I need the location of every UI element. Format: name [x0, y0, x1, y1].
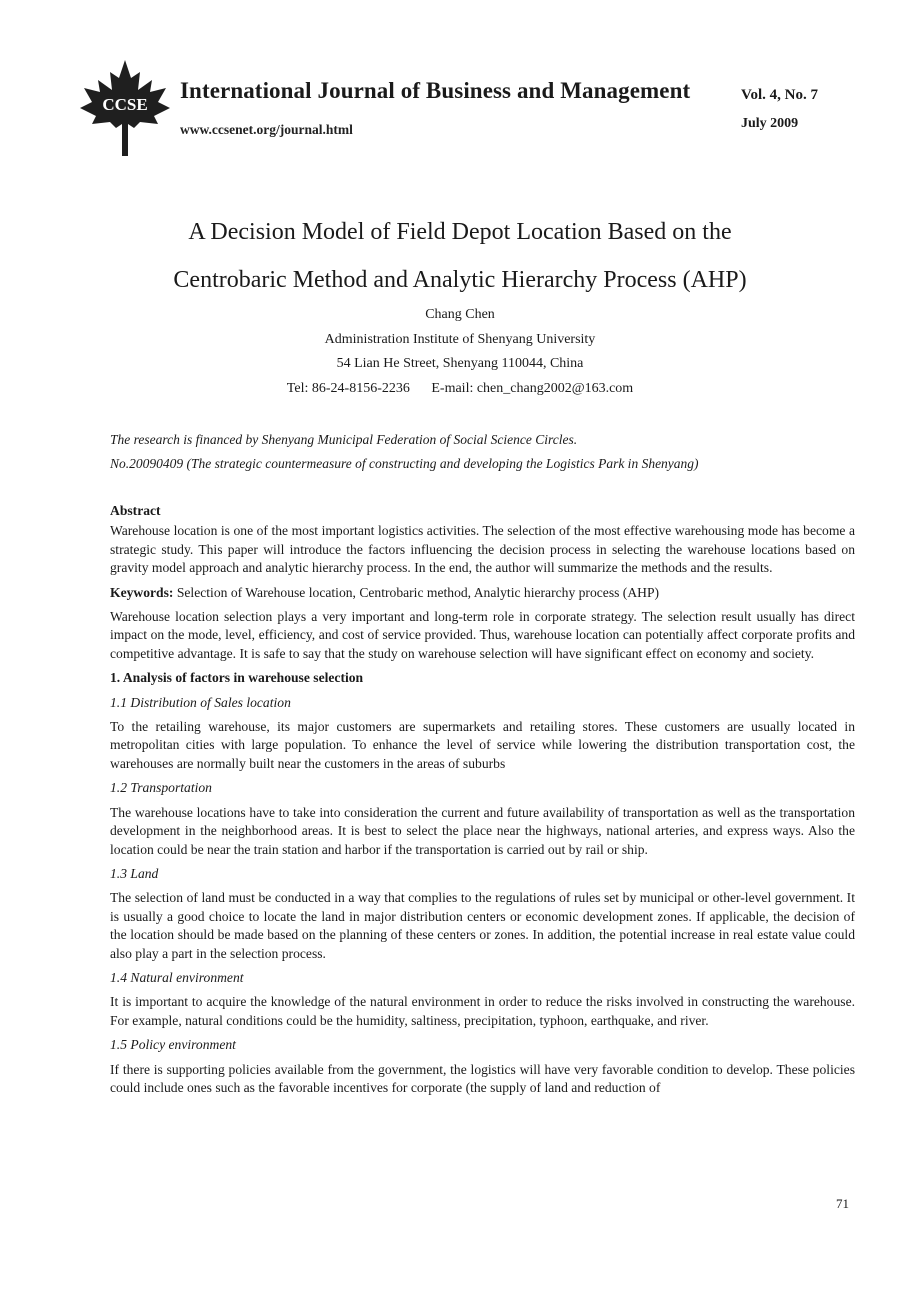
journal-url[interactable]: www.ccsenet.org/journal.html	[180, 122, 353, 137]
volume-issue: Vol. 4, No. 7	[741, 87, 818, 103]
section-1-heading: 1. Analysis of factors in warehouse selection	[110, 670, 364, 686]
author-affiliation: Administration Institute of Shenyang University	[324, 331, 596, 347]
intro-paragraph: Warehouse location selection plays a very important and long-term role in corporate strategy. The selection result usually has direct impact on the mode, level, efficiency, and cost of service provided. Thus, warehouse location can potentially affect corporate profits and competitive advantage. It is safe to say that the study on warehouse selection will have significant effect on economy and society.	[110, 609, 855, 661]
section-1-5-heading: 1.5 Policy environment	[110, 1037, 236, 1053]
section-1-1-text: To the retailing warehouse, its major customers are supermarkets and retailing stores. These customers are usually located in metropolitan cities with large population. To enhance the level of service while lowering the distribution transportation cost, the warehouses are normally built near the customers in the areas of suburbs	[110, 719, 855, 771]
section-1-3-text: The selection of land must be conducted in a way that complies to the regulations of rules set by municipal or other-level government. It is usually a good choice to locate the land in major distribution centers or economic development zones. If applicable, the decision of the location should be made based on the planning of these centers or zones. In addition, the potential increase in real estate value could also play a part in the selection process.	[110, 890, 855, 961]
author-name: Chang Chen	[425, 307, 495, 322]
journal-header	[0, 0, 920, 170]
page-number: 71	[836, 1196, 849, 1211]
paper-title	[0, 208, 920, 304]
section-1-2-text: The warehouse locations have to take into consideration the current and future availability of transportation as well as the transportation development in the neighborhood areas. It is best to select the place near the highways, national arteries, and express ways. Also the location could be near the train station and harbor if the transportation is carried out by rail or ship.	[110, 804, 855, 857]
author-block	[0, 303, 920, 401]
funding-note	[110, 428, 870, 476]
journal-title: International Journal of Business and Management	[180, 78, 691, 103]
author-tel: Tel: 86-24-8156-2236	[286, 380, 410, 396]
keywords-label: Keywords:	[110, 584, 174, 600]
logo-text: CCSE	[102, 95, 148, 114]
author-contact	[0, 377, 920, 402]
ccse-maple-leaf-logo	[78, 58, 172, 158]
paper-title-line-2: Centrobaric Method and Analytic Hierarchy Process (AHP)	[173, 267, 747, 293]
keywords	[110, 584, 855, 602]
section-1-4-text: It is important to acquire the knowledge of the natural environment in order to reduce the risks involved in constructing the warehouse. For example, natural conditions could be the humidity, saltiness, precipitation, typhoon, earthquake, and river.	[110, 994, 855, 1028]
funding-line-1: The research is financed by Shenyang Municipal Federation of Social Science Circles.	[110, 432, 578, 447]
keywords-text: Selection of Warehouse location, Centrobaric method, Analytic hierarchy process (AHP)	[173, 584, 660, 600]
section-1-1-heading: 1.1 Distribution of Sales location	[110, 694, 291, 710]
paper-title-line-1: A Decision Model of Field Depot Location Based on the	[188, 219, 732, 245]
section-1-3-heading: 1.3 Land	[110, 865, 159, 881]
author-email[interactable]: E-mail: chen_chang2002@163.com	[431, 380, 634, 396]
author-address: 54 Lian He Street, Shenyang 110044, China	[336, 356, 584, 371]
section-1-5-text: If there is supporting policies available from the government, the logistics will have very favorable condition to develop. These policies could include ones such as the favorable incentives for corporate (the supply of land and reduction of	[110, 1061, 855, 1095]
section-1-2-heading: 1.2 Transportation	[110, 780, 212, 796]
abstract-heading: Abstract	[110, 503, 161, 518]
abstract-text: Warehouse location is one of the most important logistics activities. The selection of the most effective warehousing mode has become a strategic study. This paper will introduce the factors influencing the decision process in selecting the warehouse locations based on gravity model approach and analytic hierarchy process. In the end, the author will summarize the methods and the results.	[110, 523, 855, 576]
issue-date: July 2009	[741, 116, 799, 131]
funding-line-2: No.20090409 (The strategic countermeasure of constructing and developing the Logistics Park in Shenyang)	[110, 456, 699, 471]
section-1-4-heading: 1.4 Natural environment	[110, 969, 244, 985]
paper-body	[110, 502, 855, 1103]
